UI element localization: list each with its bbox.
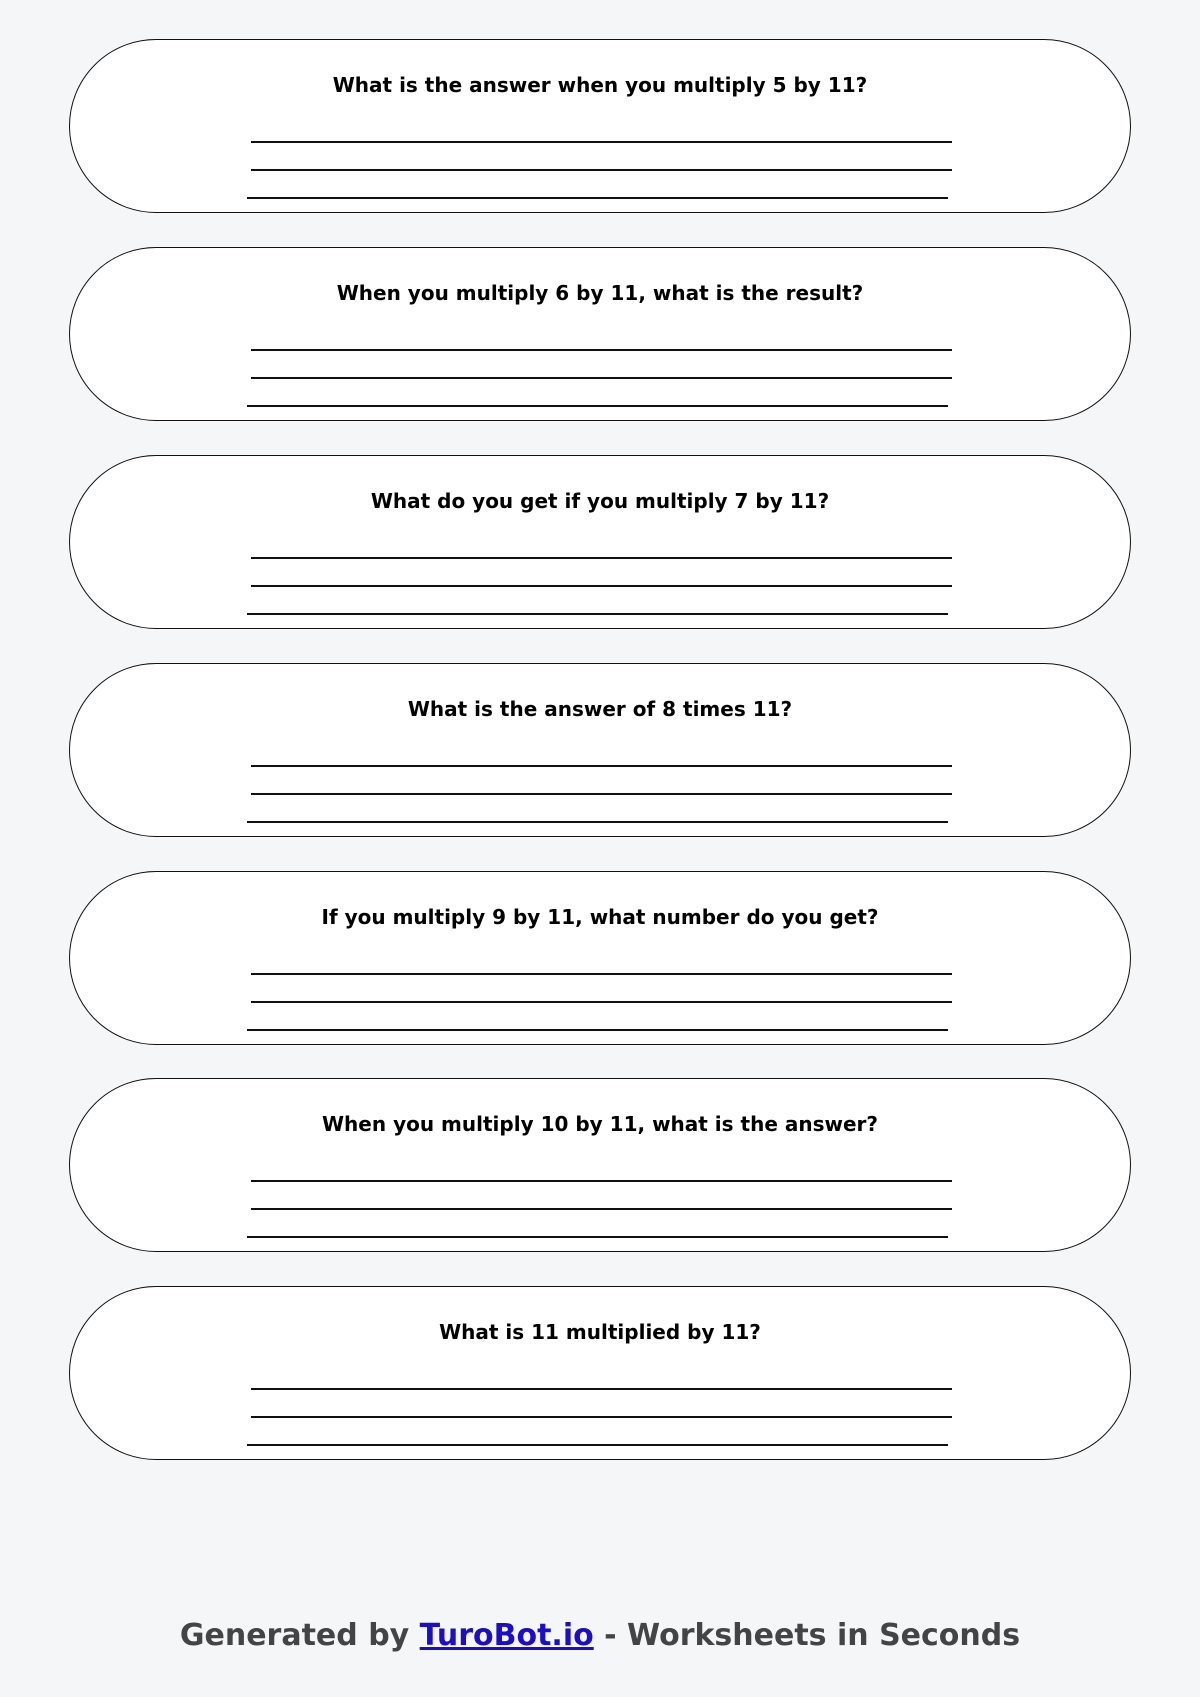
question-card-5 (69, 871, 1131, 1045)
question-card-7 (69, 1286, 1131, 1460)
question-text: What is the answer of 8 times 11? (407, 697, 793, 721)
question-card-4 (69, 663, 1131, 837)
answer-line (251, 1388, 952, 1390)
question-card-3 (69, 455, 1131, 629)
question-card-2 (69, 247, 1131, 421)
answer-line (251, 1416, 952, 1418)
question-text: When you multiply 6 by 11, what is the result? (336, 281, 864, 305)
answer-line (251, 141, 952, 143)
question-text: What do you get if you multiply 7 by 11? (370, 489, 830, 513)
answer-line (251, 1208, 952, 1210)
question-text: If you multiply 9 by 11, what number do you get? (321, 905, 879, 929)
question-text: What is 11 multiplied by 11? (439, 1320, 761, 1344)
question-card-6 (69, 1078, 1131, 1252)
answer-line (247, 405, 948, 407)
answer-line (251, 1001, 952, 1003)
question-text: What is the answer when you multiply 5 by 11? (332, 73, 868, 97)
answer-line (247, 1236, 948, 1238)
answer-line (251, 169, 952, 171)
answer-line (247, 197, 948, 199)
answer-line (251, 349, 952, 351)
answer-line (247, 821, 948, 823)
answer-line (251, 557, 952, 559)
answer-line (247, 1444, 948, 1446)
answer-line (247, 1029, 948, 1031)
answer-line (247, 613, 948, 615)
answer-line (251, 973, 952, 975)
answer-line (251, 585, 952, 587)
answer-line (251, 377, 952, 379)
question-text: When you multiply 10 by 11, what is the answer? (322, 1112, 878, 1136)
answer-line (251, 793, 952, 795)
footer (0, 1618, 1200, 1653)
answer-line (251, 1180, 952, 1182)
answer-line (251, 765, 952, 767)
footer-prefix: Generated by (179, 1618, 420, 1653)
turobot-link[interactable]: TuroBot.io (419, 1618, 594, 1653)
question-card-1 (69, 39, 1131, 213)
footer-suffix: - Worksheets in Seconds (593, 1618, 1021, 1653)
